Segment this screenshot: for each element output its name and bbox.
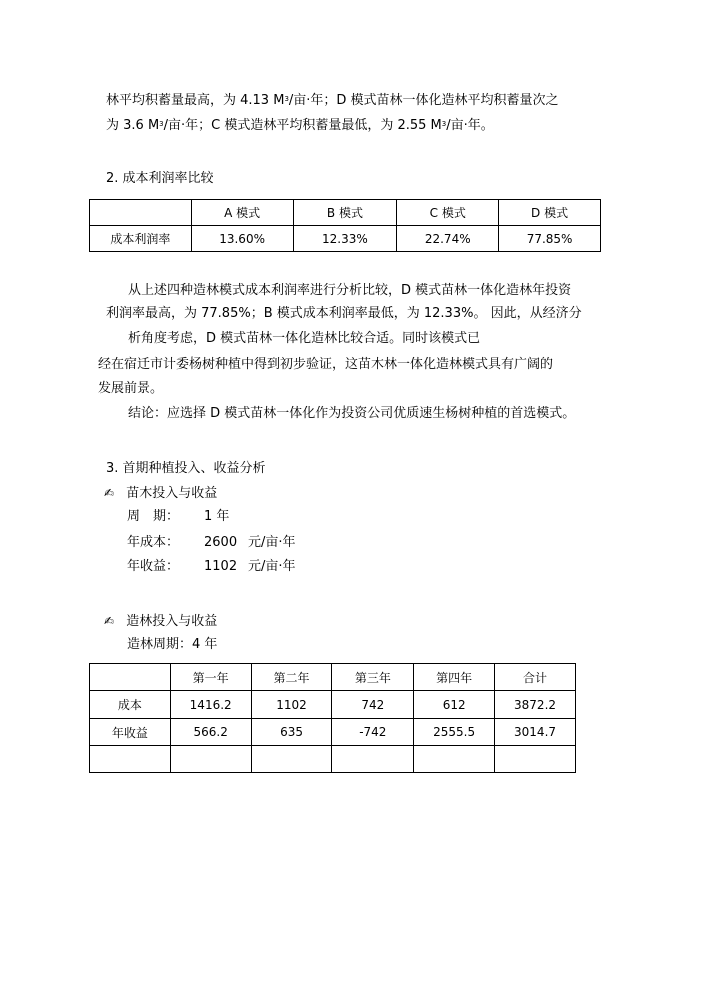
table-cell: 742 (332, 691, 414, 719)
row-label: 成本 (90, 691, 171, 719)
nursery-cost-label: 年成本： (127, 535, 180, 550)
header-cell (90, 664, 171, 691)
nursery-income-label: 年收益： (127, 559, 180, 574)
analysis-line-3: 析角度考虑，D 模式苗林一体化造林比较合适。同时该模式已 (128, 331, 481, 346)
forest-table-row-income (90, 719, 576, 746)
nursery-title-line (104, 484, 217, 503)
empty-cell (414, 746, 495, 773)
header-cell-b: B 模式 (293, 200, 397, 226)
empty-cell (90, 746, 171, 773)
empty-cell (332, 746, 414, 773)
forest-table-row-cost (90, 691, 576, 719)
table-cell: 612 (414, 691, 495, 719)
nursery-income-unit: 元/亩·年 (248, 559, 296, 574)
forest-table-row-empty (90, 746, 576, 773)
profit-table-row (90, 226, 601, 252)
header-cell-year-3: 第三年 (332, 664, 414, 691)
cubic-superscript: 3 (284, 95, 289, 103)
forest-table-header-row (90, 664, 576, 691)
value-cell-d: 77.85% (499, 226, 601, 252)
header-cell-a: A 模式 (191, 200, 293, 226)
table-cell: 566.2 (170, 719, 251, 746)
table-cell: 2555.5 (414, 719, 495, 746)
intro-line-2-text-a: 为 3.6 M (106, 118, 160, 133)
header-cell (90, 200, 192, 226)
profit-rate-table (89, 199, 601, 252)
header-cell-total: 合计 (495, 664, 576, 691)
nursery-cost-value: 2600 (204, 535, 238, 550)
nursery-income-value: 1102 (204, 559, 238, 574)
analysis-line-4: 经在宿迁市计委杨树种植中得到初步验证，这苗木林一体化造林模式具有广阔的 (98, 357, 554, 372)
analysis-line-1: 从上述四种造林模式成本利润率进行分析比较，D 模式苗林一体化造林年投资 (128, 283, 572, 298)
table-cell: 3872.2 (495, 691, 576, 719)
forest-investment-table (89, 663, 576, 773)
section-2-heading: 2. 成本利润率比较 (106, 171, 214, 186)
pencil-bullet-icon: ✍ (104, 614, 115, 628)
pencil-bullet-icon: ✍ (104, 486, 115, 500)
table-cell: -742 (332, 719, 414, 746)
nursery-cost-unit: 元/亩·年 (248, 535, 296, 550)
value-cell-b: 12.33% (293, 226, 397, 252)
analysis-line-5: 发展前景。 (98, 381, 164, 396)
intro-line-1-text-b: /亩·年；D 模式苗林一体化造林平均积蓄量次之 (288, 93, 559, 108)
intro-line-1-text-a: 林平均积蓄量最高，为 4.13 M (106, 93, 285, 108)
header-cell-d: D 模式 (499, 200, 601, 226)
empty-cell (251, 746, 332, 773)
value-cell-a: 13.60% (191, 226, 293, 252)
forest-title-line (104, 612, 217, 631)
forest-title: 造林投入与收益 (126, 614, 218, 629)
table-cell: 1102 (251, 691, 332, 719)
table-cell: 1416.2 (170, 691, 251, 719)
table-cell: 635 (251, 719, 332, 746)
cubic-superscript: 3 (441, 120, 447, 128)
header-cell-c: C 模式 (397, 200, 499, 226)
row-label: 年收益 (90, 719, 171, 746)
table-cell: 3014.7 (495, 719, 576, 746)
intro-line-2-text-c: /亩·年。 (446, 118, 494, 133)
header-cell-year-4: 第四年 (414, 664, 495, 691)
empty-cell (170, 746, 251, 773)
nursery-period-label: 周 期： (127, 509, 180, 524)
header-cell-year-1: 第一年 (170, 664, 251, 691)
header-cell-year-2: 第二年 (251, 664, 332, 691)
intro-line-2 (106, 117, 494, 135)
analysis-line-2: 利润率最高，为 77.85%；B 模式成本利润率最低，为 12.33%。 因此，从经济分 (106, 306, 582, 321)
profit-table-header-row (90, 200, 601, 226)
section-3-heading: 3. 首期种植投入、收益分析 (106, 461, 266, 476)
empty-cell (495, 746, 576, 773)
intro-line-1 (106, 92, 559, 110)
nursery-title: 苗木投入与收益 (126, 486, 218, 501)
intro-line-2-text-b: /亩·年；C 模式造林平均积蓄量最低，为 2.55 M (163, 118, 442, 133)
cubic-superscript: 3 (159, 120, 164, 128)
value-cell-c: 22.74% (397, 226, 499, 252)
nursery-period-value: 1 年 (204, 509, 230, 524)
conclusion: 结论：应选择 D 模式苗林一体化作为投资公司优质速生杨树种植的首选模式。 (128, 406, 576, 421)
row-label: 成本利润率 (90, 226, 192, 252)
forest-period: 造林周期：4 年 (127, 637, 218, 652)
